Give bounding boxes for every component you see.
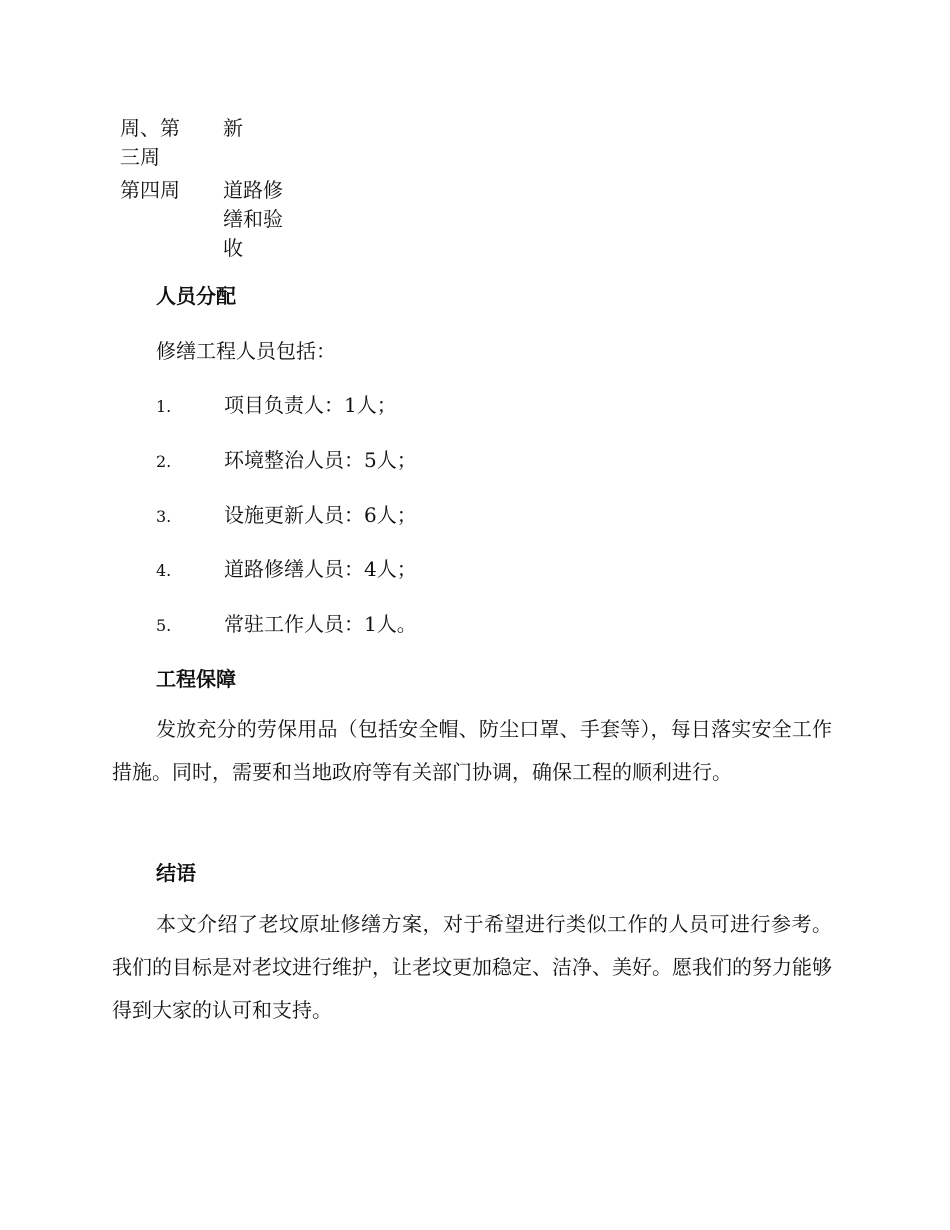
task-cell: 新 bbox=[223, 116, 243, 140]
table-row bbox=[120, 176, 293, 263]
section-heading-conclusion: 结语 bbox=[156, 861, 196, 885]
list-text: 设施更新人员：6人； bbox=[224, 503, 417, 527]
conclusion-paragraph: 本文介绍了老坟原址修缮方案，对于希望进行类似工作的人员可进行参考。我们的目标是对老坟进行维护，让老坟更加稳定、洁净、美好。愿我们的努力能够得到大家的认可和支持。 bbox=[112, 912, 832, 1022]
list-number: 2. bbox=[156, 452, 172, 471]
list-number: 4. bbox=[156, 561, 172, 580]
section-heading-staff: 人员分配 bbox=[156, 284, 236, 308]
table-row bbox=[120, 114, 293, 172]
list-number: 3. bbox=[156, 507, 172, 526]
list-number: 1. bbox=[156, 397, 172, 416]
schedule-table bbox=[120, 114, 293, 267]
list-text: 道路修缮人员：4人； bbox=[224, 557, 417, 581]
list-number: 5. bbox=[156, 616, 172, 635]
list-item bbox=[156, 444, 417, 473]
week-cell: 第四周 bbox=[120, 178, 180, 202]
week-cell: 周、第三周 bbox=[120, 116, 180, 169]
list-item bbox=[156, 608, 417, 637]
list-text: 项目负责人：1人； bbox=[224, 393, 397, 417]
list-item bbox=[156, 499, 417, 528]
list-text: 环境整治人员：5人； bbox=[224, 448, 417, 472]
section-heading-guarantee: 工程保障 bbox=[156, 667, 236, 691]
list-text: 常驻工作人员：1人。 bbox=[224, 612, 417, 636]
guarantee-paragraph: 发放充分的劳保用品（包括安全帽、防尘口罩、手套等），每日落实安全工作措施。同时，需要和当地政府等有关部门协调，确保工程的顺利进行。 bbox=[112, 717, 832, 784]
list-item bbox=[156, 553, 417, 582]
staff-intro: 修缮工程人员包括： bbox=[156, 339, 336, 363]
task-cell: 道路修缮和验收 bbox=[223, 178, 283, 260]
list-item bbox=[156, 389, 397, 418]
